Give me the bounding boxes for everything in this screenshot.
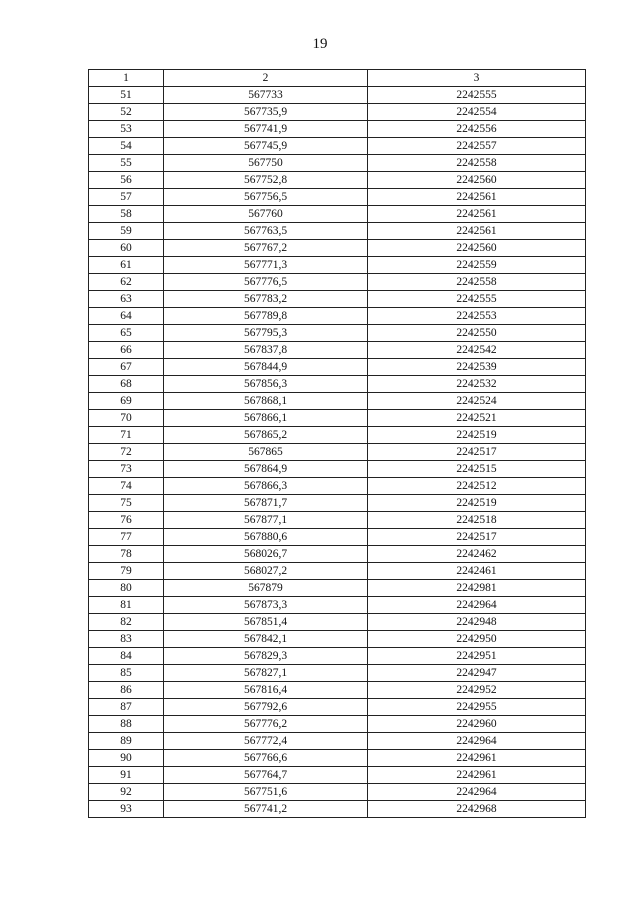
x-coordinate-cell: 567827,1 [164,665,368,682]
y-coordinate-cell: 2242955 [368,699,586,716]
x-coordinate-cell: 567741,9 [164,121,368,138]
table-row [89,716,586,733]
x-coordinate-cell: 567751,6 [164,784,368,801]
x-coordinate-cell: 567764,7 [164,767,368,784]
point-number-cell: 72 [89,444,164,461]
y-coordinate-cell: 2242512 [368,478,586,495]
y-coordinate-cell: 2242517 [368,444,586,461]
x-coordinate-cell: 567735,9 [164,104,368,121]
x-coordinate-cell: 567837,8 [164,342,368,359]
y-coordinate-cell: 2242532 [368,376,586,393]
y-coordinate-cell: 2242515 [368,461,586,478]
x-coordinate-cell: 567829,3 [164,648,368,665]
y-coordinate-cell: 2242519 [368,427,586,444]
point-number-cell: 93 [89,801,164,818]
x-coordinate-cell: 567865,2 [164,427,368,444]
y-coordinate-cell: 2242542 [368,342,586,359]
y-coordinate-cell: 2242521 [368,410,586,427]
point-number-cell: 79 [89,563,164,580]
x-coordinate-cell: 567772,4 [164,733,368,750]
y-coordinate-cell: 2242558 [368,155,586,172]
point-number-cell: 69 [89,393,164,410]
table-row [89,699,586,716]
point-number-cell: 85 [89,665,164,682]
table-row [89,580,586,597]
y-coordinate-cell: 2242964 [368,597,586,614]
x-coordinate-cell: 568026,7 [164,546,368,563]
y-coordinate-cell: 2242952 [368,682,586,699]
x-coordinate-cell: 567879 [164,580,368,597]
point-number-cell: 63 [89,291,164,308]
table-row [89,308,586,325]
table-row [89,342,586,359]
table-row [89,801,586,818]
y-coordinate-cell: 2242961 [368,750,586,767]
table-row [89,359,586,376]
table-row [89,189,586,206]
point-number-cell: 91 [89,767,164,784]
table-row [89,478,586,495]
point-number-cell: 76 [89,512,164,529]
table-row [89,546,586,563]
x-coordinate-cell: 567750 [164,155,368,172]
page-number: 19 [312,36,328,52]
y-coordinate-cell: 2242461 [368,563,586,580]
point-number-cell: 82 [89,614,164,631]
point-number-cell: 65 [89,325,164,342]
coordinates-table [88,69,586,818]
point-number-cell: 86 [89,682,164,699]
point-number-cell: 53 [89,121,164,138]
table-row [89,767,586,784]
column-header-1: 1 [89,70,164,87]
point-number-cell: 64 [89,308,164,325]
y-coordinate-cell: 2242539 [368,359,586,376]
point-number-cell: 71 [89,427,164,444]
y-coordinate-cell: 2242517 [368,529,586,546]
y-coordinate-cell: 2242554 [368,104,586,121]
table-row [89,155,586,172]
point-number-cell: 62 [89,274,164,291]
y-coordinate-cell: 2242553 [368,308,586,325]
table-row [89,206,586,223]
x-coordinate-cell: 567795,3 [164,325,368,342]
y-coordinate-cell: 2242559 [368,257,586,274]
x-coordinate-cell: 567851,4 [164,614,368,631]
point-number-cell: 51 [89,87,164,104]
point-number-cell: 56 [89,172,164,189]
table-row [89,138,586,155]
y-coordinate-cell: 2242964 [368,784,586,801]
x-coordinate-cell: 567752,8 [164,172,368,189]
y-coordinate-cell: 2242951 [368,648,586,665]
x-coordinate-cell: 567871,7 [164,495,368,512]
y-coordinate-cell: 2242519 [368,495,586,512]
y-coordinate-cell: 2242960 [368,716,586,733]
point-number-cell: 87 [89,699,164,716]
table-row [89,274,586,291]
point-number-cell: 57 [89,189,164,206]
point-number-cell: 84 [89,648,164,665]
x-coordinate-cell: 567741,2 [164,801,368,818]
table-row [89,648,586,665]
table-row [89,461,586,478]
point-number-cell: 68 [89,376,164,393]
point-number-cell: 66 [89,342,164,359]
table-row [89,87,586,104]
point-number-cell: 59 [89,223,164,240]
x-coordinate-cell: 567856,3 [164,376,368,393]
point-number-cell: 60 [89,240,164,257]
point-number-cell: 58 [89,206,164,223]
point-number-cell: 88 [89,716,164,733]
y-coordinate-cell: 2242462 [368,546,586,563]
x-coordinate-cell: 568027,2 [164,563,368,580]
table-row [89,257,586,274]
table-row [89,427,586,444]
column-header-3: 3 [368,70,586,87]
y-coordinate-cell: 2242948 [368,614,586,631]
x-coordinate-cell: 567866,3 [164,478,368,495]
x-coordinate-cell: 567789,8 [164,308,368,325]
y-coordinate-cell: 2242550 [368,325,586,342]
table-row [89,172,586,189]
point-number-cell: 55 [89,155,164,172]
table-row [89,529,586,546]
point-number-cell: 73 [89,461,164,478]
table-row [89,495,586,512]
y-coordinate-cell: 2242561 [368,223,586,240]
x-coordinate-cell: 567868,1 [164,393,368,410]
x-coordinate-cell: 567864,9 [164,461,368,478]
table-row [89,665,586,682]
table-row [89,240,586,257]
y-coordinate-cell: 2242950 [368,631,586,648]
x-coordinate-cell: 567877,1 [164,512,368,529]
table-row [89,750,586,767]
table-row [89,563,586,580]
x-coordinate-cell: 567865 [164,444,368,461]
y-coordinate-cell: 2242561 [368,189,586,206]
y-coordinate-cell: 2242968 [368,801,586,818]
table-row [89,393,586,410]
point-number-cell: 90 [89,750,164,767]
table-row [89,291,586,308]
x-coordinate-cell: 567776,2 [164,716,368,733]
point-number-cell: 92 [89,784,164,801]
table-row [89,444,586,461]
table-row [89,733,586,750]
point-number-cell: 52 [89,104,164,121]
x-coordinate-cell: 567880,6 [164,529,368,546]
table-row [89,104,586,121]
table-header-row [89,70,586,87]
table-row [89,682,586,699]
table-row [89,410,586,427]
column-header-2: 2 [164,70,368,87]
point-number-cell: 89 [89,733,164,750]
y-coordinate-cell: 2242557 [368,138,586,155]
y-coordinate-cell: 2242555 [368,291,586,308]
y-coordinate-cell: 2242947 [368,665,586,682]
x-coordinate-cell: 567844,9 [164,359,368,376]
x-coordinate-cell: 567766,6 [164,750,368,767]
x-coordinate-cell: 567760 [164,206,368,223]
table-row [89,784,586,801]
table-body [89,87,586,818]
x-coordinate-cell: 567771,3 [164,257,368,274]
y-coordinate-cell: 2242555 [368,87,586,104]
point-number-cell: 78 [89,546,164,563]
y-coordinate-cell: 2242961 [368,767,586,784]
x-coordinate-cell: 567767,2 [164,240,368,257]
table-row [89,325,586,342]
x-coordinate-cell: 567783,2 [164,291,368,308]
table-row [89,631,586,648]
y-coordinate-cell: 2242560 [368,172,586,189]
point-number-cell: 70 [89,410,164,427]
point-number-cell: 74 [89,478,164,495]
point-number-cell: 83 [89,631,164,648]
x-coordinate-cell: 567866,1 [164,410,368,427]
y-coordinate-cell: 2242561 [368,206,586,223]
point-number-cell: 61 [89,257,164,274]
x-coordinate-cell: 567763,5 [164,223,368,240]
y-coordinate-cell: 2242560 [368,240,586,257]
x-coordinate-cell: 567756,5 [164,189,368,206]
x-coordinate-cell: 567745,9 [164,138,368,155]
table-row [89,121,586,138]
point-number-cell: 80 [89,580,164,597]
x-coordinate-cell: 567842,1 [164,631,368,648]
y-coordinate-cell: 2242981 [368,580,586,597]
point-number-cell: 77 [89,529,164,546]
y-coordinate-cell: 2242556 [368,121,586,138]
x-coordinate-cell: 567873,3 [164,597,368,614]
table-row [89,376,586,393]
table-row [89,512,586,529]
table-row [89,597,586,614]
y-coordinate-cell: 2242558 [368,274,586,291]
x-coordinate-cell: 567776,5 [164,274,368,291]
point-number-cell: 54 [89,138,164,155]
table-row [89,223,586,240]
point-number-cell: 75 [89,495,164,512]
y-coordinate-cell: 2242518 [368,512,586,529]
x-coordinate-cell: 567816,4 [164,682,368,699]
point-number-cell: 81 [89,597,164,614]
y-coordinate-cell: 2242964 [368,733,586,750]
point-number-cell: 67 [89,359,164,376]
x-coordinate-cell: 567733 [164,87,368,104]
table-row [89,614,586,631]
y-coordinate-cell: 2242524 [368,393,586,410]
x-coordinate-cell: 567792,6 [164,699,368,716]
